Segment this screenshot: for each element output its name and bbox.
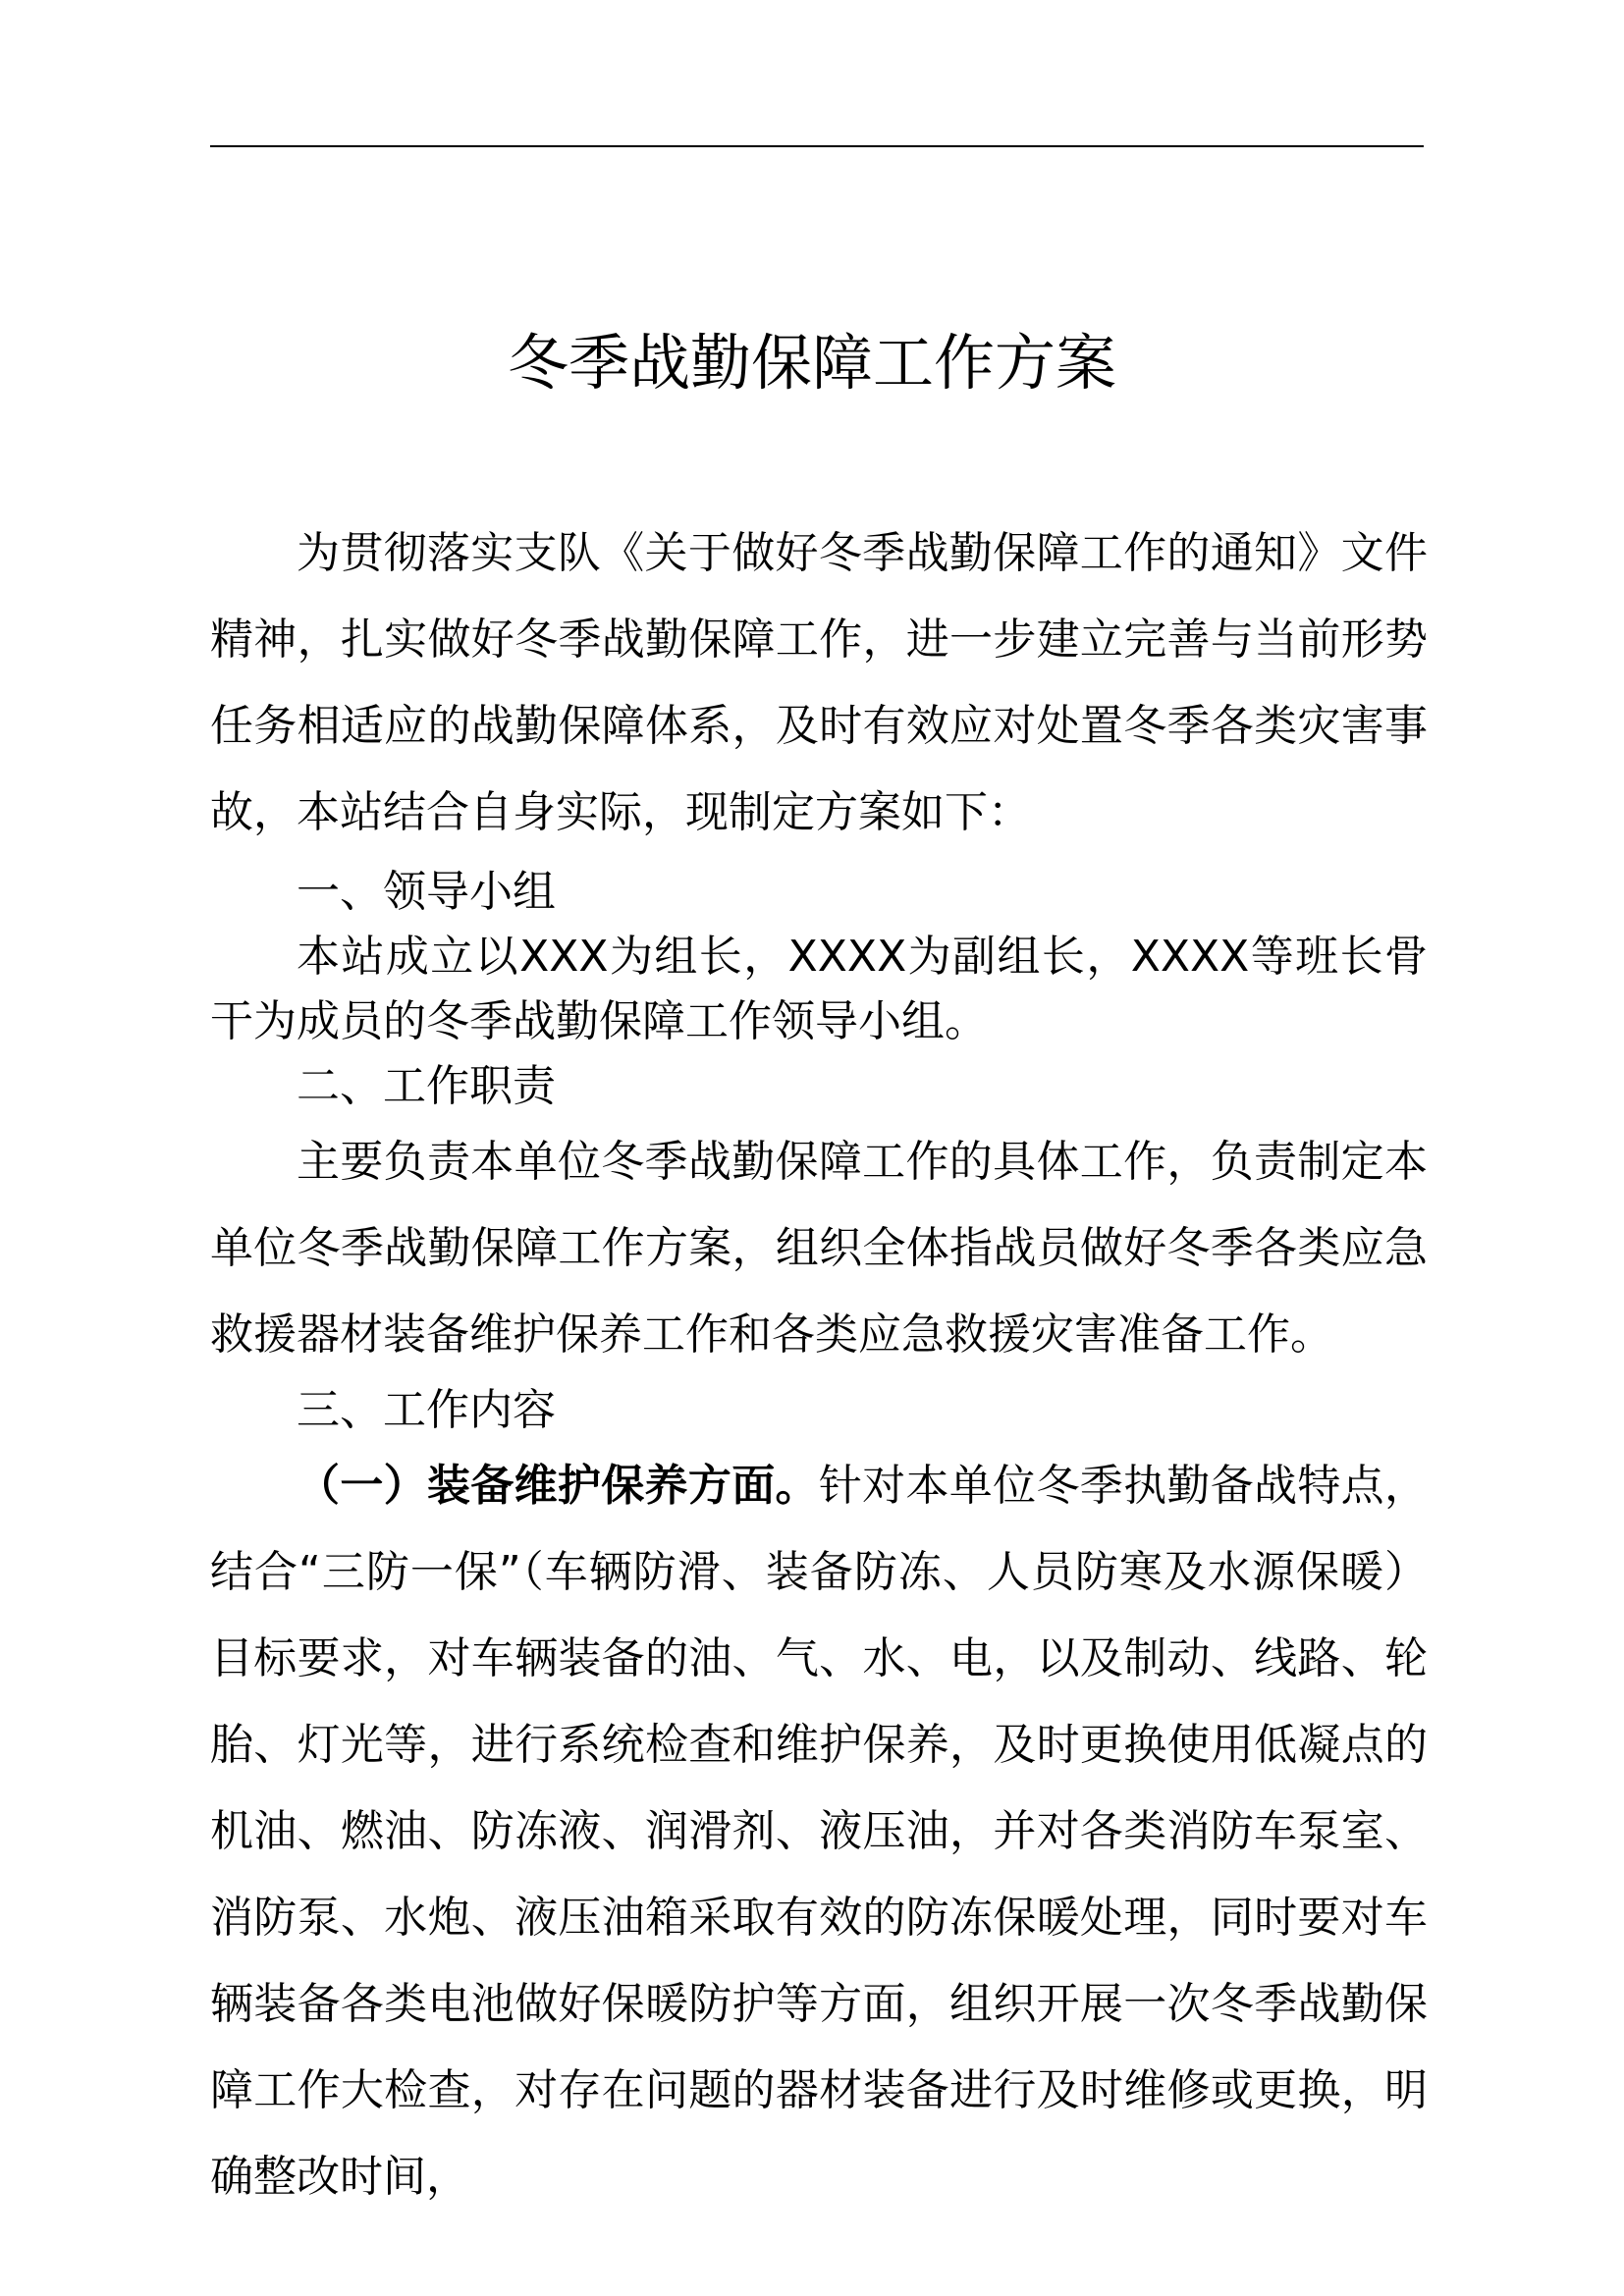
document-body [210, 510, 1428, 2220]
content-item-lead: （一）装备维护保养方面。 [297, 1461, 819, 1511]
header-rule [210, 145, 1424, 147]
section-heading-duties: 二、工作职责 [297, 1061, 556, 1111]
intro-paragraph: 为贯彻落实支队《关于做好冬季战勤保障工作的通知》文件精神，扎实做好冬季战勤保障工作，进一步建立完善与当前形势任务相适应的战勤保障体系，及时有效应对处置冬季各类灾害事故，本站结合自身实际，现制定方案如下： [210, 528, 1428, 837]
document-title: 冬季战勤保障工作方案 [507, 327, 1116, 399]
section-heading-content: 三、工作内容 [297, 1385, 556, 1435]
section-heading-leadership: 一、领导小组 [297, 867, 556, 917]
content-item-equipment [210, 1443, 1428, 2220]
section-body-duties: 主要负责本单位冬季战勤保障工作的具体工作，负责制定本单位冬季战勤保障工作方案，组织全体指战员做好冬季各类应急救援器材装备维护保养工作和各类应急救援灾害准备工作。 [210, 1137, 1428, 1360]
section-body-leadership: 本站成立以XXX为组长，XXXX为副组长，XXXX等班长骨干为成员的冬季战勤保障工作领导小组。 [210, 932, 1428, 1046]
content-item-text: 针对本单位冬季执勤备战特点，结合“三防一保”（车辆防滑、装备防冻、人员防寒及水源保暖）目标要求，对车辆装备的油、气、水、电，以及制动、线路、轮胎、灯光等，进行系统检查和维护保养，及时更换使用低凝点的机油、燃油、防冻液、润滑剂、液压油，并对各类消防车泵室、消防泵、水炮、液压油箱采取有效的防冻保暖处理，同时要对车辆装备各类电池做好保暖防护等方面，组织开展一次冬季战勤保障工作大检查，对存在问题的器材装备进行及时维修或更换，明确整改时间， [210, 1461, 1429, 2202]
